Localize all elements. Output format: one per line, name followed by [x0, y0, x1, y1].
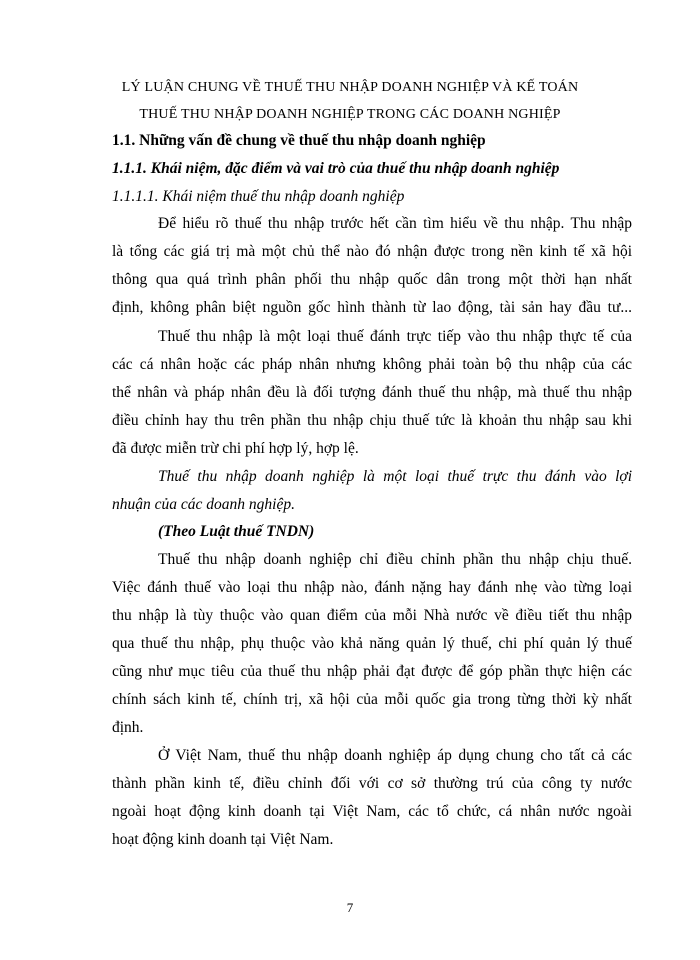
paragraph-1-line: định, không phân biệt nguồn gốc hình thành từ lao động, tài sản hay đầu tư...	[112, 299, 632, 316]
section-heading-1-1: 1.1. Những vấn đề chung về thuế thu nhập doanh nghiệp	[112, 132, 486, 149]
paragraph-4-line: Ở Việt Nam, thuế thu nhập doanh nghiệp áp dụng chung cho tất cả các	[158, 747, 632, 764]
section-heading-1-1-1: 1.1.1. Khái niệm, đặc điểm và vai trò của thuế thu nhập doanh nghiệp	[112, 160, 560, 177]
paragraph-3-line: định.	[112, 719, 144, 736]
chapter-title-line-2: THUẾ THU NHẬP DOANH NGHIỆP TRONG CÁC DOANH NGHIỆP	[139, 107, 561, 122]
paragraph-4-line: thành phần kinh tế, điều chỉnh đối với cơ sở thường trú của công ty nước	[112, 775, 632, 792]
paragraph-1-line: là tổng các giá trị mà một chủ thể nào đó nhận được trong nền kinh tế xã hội	[112, 243, 632, 260]
paragraph-3-line: cũng như mục tiêu của thuế thu nhập phải đạt được để góp phần thực hiện các	[112, 663, 632, 680]
paragraph-3-line: chính sách kinh tế, chính trị, xã hội của mỗi quốc gia trong từng thời kỳ nhất	[112, 691, 632, 708]
chapter-title-line-1: LÝ LUẬN CHUNG VỀ THUẾ THU NHẬP DOANH NGHIỆP VÀ KẾ TOÁN	[121, 80, 579, 95]
section-heading-1-1-1-1: 1.1.1.1. Khái niệm thuế thu nhập doanh nghiệp	[112, 188, 405, 205]
source-note: (Theo Luật thuế TNDN)	[158, 523, 315, 540]
page-number: 7	[346, 900, 354, 915]
paragraph-3-line: qua thuế thu nhập, phụ thuộc vào khả năng quản lý thuế, chi phí quản lý thuế	[112, 635, 632, 652]
paragraph-1-line: Để hiểu rõ thuế thu nhập trước hết cần tìm hiểu về thu nhập. Thu nhập	[158, 215, 632, 232]
paragraph-2-line: đã được miễn trừ chi phí hợp lý, hợp lệ.	[112, 440, 359, 457]
paragraph-3-line: thu nhập là tùy thuộc vào quan điểm của mỗi Nhà nước về điều tiết thu nhập	[112, 607, 632, 624]
definition-line: nhuận của các doanh nghiệp.	[112, 496, 295, 513]
paragraph-3-line: Việc đánh thuế vào loại thu nhập nào, đánh nặng hay đánh nhẹ vào từng loại	[112, 579, 632, 596]
paragraph-2-line: Thuế thu nhập là một loại thuế đánh trực tiếp vào thu nhập thực tế của	[158, 328, 632, 345]
paragraph-2-line: điều chỉnh hay thu trên phần thu nhập chịu thuế tức là khoản thu nhập sau khi	[112, 412, 632, 429]
definition-line: Thuế thu nhập doanh nghiệp là một loại thuế trực thu đánh vào lợi	[158, 468, 632, 485]
paragraph-4-line: ngoài hoạt động kinh doanh tại Việt Nam, các tổ chức, cá nhân nước ngoài	[112, 803, 632, 820]
paragraph-2-line: thể nhân và pháp nhân đều là đối tượng đánh thuế thu nhập, mà thuế thu nhập	[112, 384, 632, 401]
paragraph-1-line: thông qua quá trình phân phối thu nhập quốc dân trong một thời hạn nhất	[112, 271, 632, 288]
paragraph-4-line: hoạt động kinh doanh tại Việt Nam.	[112, 831, 334, 848]
paragraph-2-line: các cá nhân hoặc các pháp nhân nhưng không phải toàn bộ thu nhập của các	[112, 356, 632, 373]
paragraph-3-line: Thuế thu nhập doanh nghiệp chỉ điều chỉnh phần thu nhập chịu thuế.	[158, 551, 632, 568]
